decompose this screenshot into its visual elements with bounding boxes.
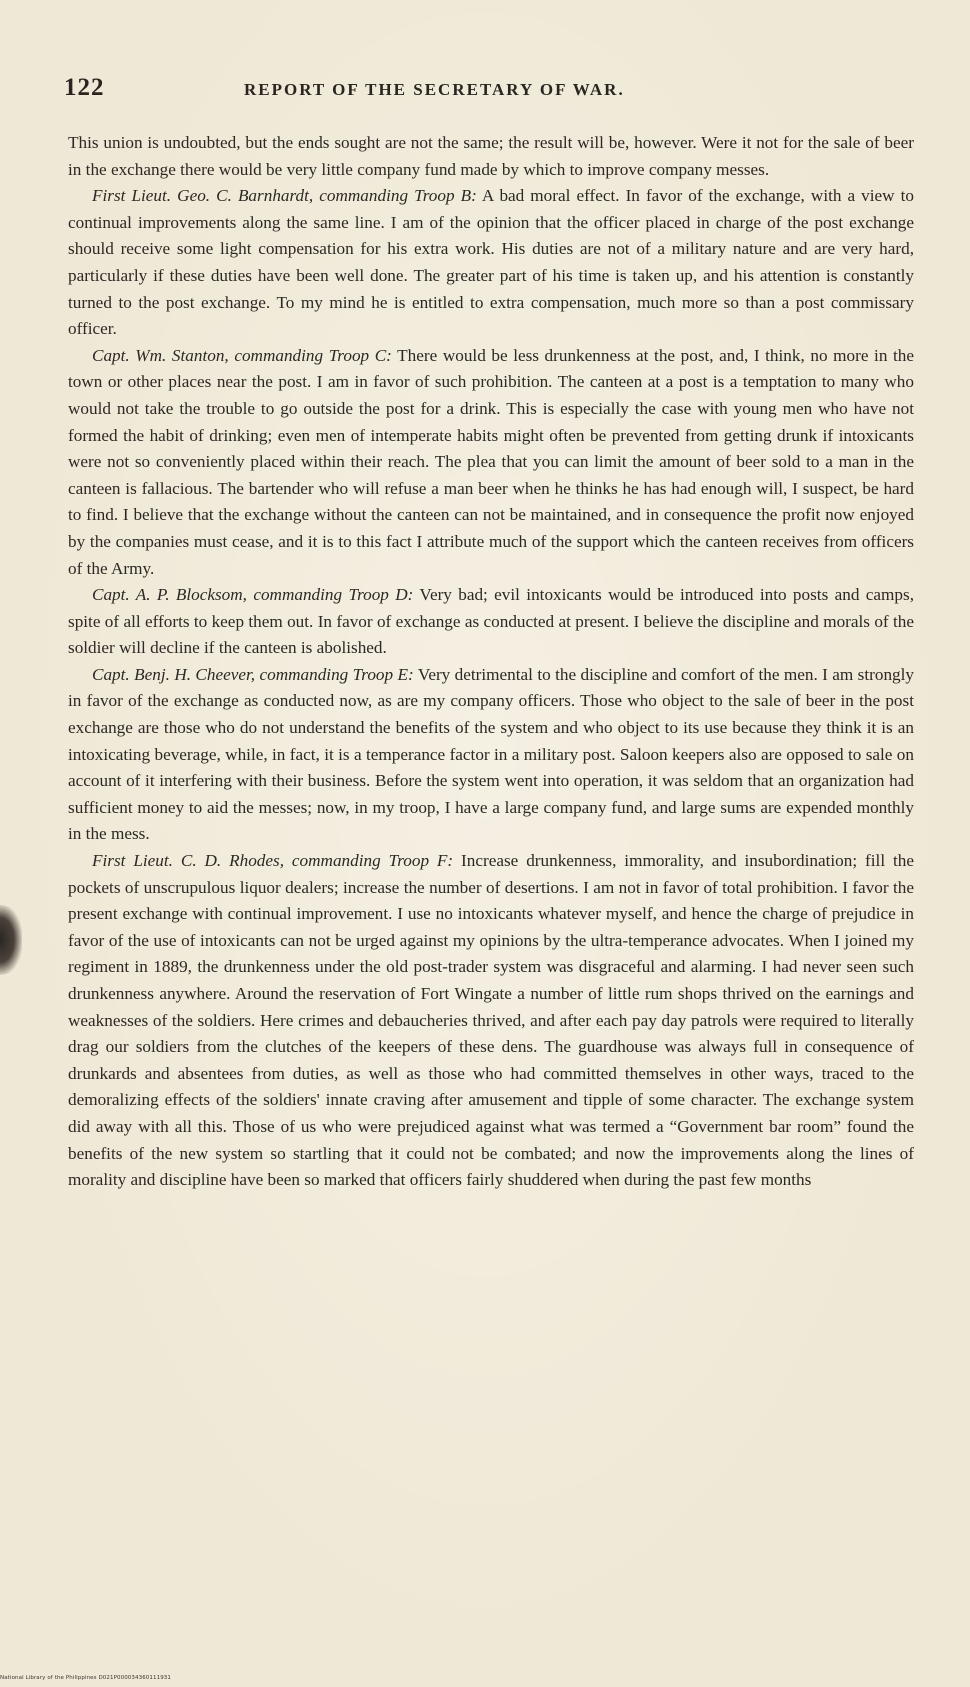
archive-stamp: National Library of the Philippines D021P000034360111931	[0, 1675, 171, 1681]
statement-troop-d	[68, 582, 914, 662]
opening-paragraph: This union is undoubted, but the ends sought are not the same; the result will be, however. Were it not for the sale of beer in the exchange there would be very little company fund made by which to improve company messes.	[68, 133, 914, 179]
speaker-label: Capt. Benj. H. Cheever, commanding Troop E:	[92, 664, 414, 684]
statement-text: Very detrimental to the discipline and comfort of the men. I am strongly in favor of the exchange as conducted now, as are my company officers. Those who object to the sale of beer in the post exchange are those who do not understand the benefits of the system and who object to its use because they think it is an intoxicating beverage, while, in fact, it is a temperance factor in a military post. Saloon keepers also are opposed to sale on account of it interfering with their business. Before the system went into operation, it was seldom that an organization had sufficient money to aid the messes; now, in my troop, I have a large company fund, and large sums are expended monthly in the mess.	[68, 664, 914, 844]
statement-troop-b	[68, 183, 914, 343]
speaker-label: First Lieut. Geo. C. Barnhardt, commanding Troop B:	[92, 186, 477, 206]
statement-troop-e	[68, 662, 914, 848]
statement-text: There would be less drunkenness at the post, and, I think, no more in the town or other places near the post. I am in favor of such prohibition. The canteen at a post is a temptation to many who would not take the trouble to go outside the post for a drink. This is especially the case with young men who have not formed the habit of drinking; even men of intemperate habits might often be prevented from getting drunk if intoxicants were not so conveniently placed within their reach. The plea that you can limit the amount of beer sold to a man in the canteen is fallacious. The bartender who will refuse a man beer when he thinks he has had enough will, I suspect, be hard to find. I believe that the exchange without the canteen can not be maintained, and in consequence the profit now enjoyed by the companies must cease, and it is to this fact I attribute much of the support which the canteen receives from officers of the Army.	[68, 345, 914, 578]
speaker-label: First Lieut. C. D. Rhodes, commanding Troop F:	[92, 851, 454, 871]
statement-troop-c	[68, 343, 914, 582]
running-head: REPORT OF THE SECRETARY OF WAR.	[244, 80, 625, 99]
page-number: 122	[64, 74, 105, 101]
speaker-label: Capt. A. P. Blocksom, commanding Troop D:	[92, 585, 414, 605]
binding-shadow	[0, 905, 22, 975]
statement-text: Increase drunkenness, immorality, and insubordination; fill the pockets of unscrupulous liquor dealers; increase the number of desertions. I am not in favor of total prohibition. I favor the present exchange with continual improvement. I use no intoxicants whatever myself, and hence the charge of prejudice in favor of the use of intoxicants can not be urged against my opinions by the ultra-temperance advocates. When I joined my regiment in 1889, the drunkenness under the old post-trader system was disgraceful and alarming. I had never seen such drunkenness anywhere. Around the reservation of Fort Wingate a number of little rum shops thrived on the earnings and weaknesses of the soldiers. Here crimes and debaucheries thrived, and after each pay day patrols were required to literally drag our soldiers from the clutches of the keepers of these dens. The guardhouse was always full in consequence of drunkards and absentees from duties, as well as those who had committed themselves in other ways, traced to the demoralizing effects of the soldiers' innate craving after amusement and tipple of some character. The exchange system did away with all this. Those of us who were prejudiced against what was termed a “Government bar room” found the benefits of the new system so startling that it could not be combated; and now the improvements along the lines of morality and discipline have been so marked that officers fairly shuddered when during the past few months	[68, 851, 914, 1190]
speaker-label: Capt. Wm. Stanton, commanding Troop C:	[92, 345, 392, 365]
body-text	[68, 130, 914, 1194]
statement-text: Very bad; evil intoxicants would be introduced into posts and camps, spite of all efforts to keep them out. In favor of exchange as conducted at present. I believe the discipline and morals of the soldier will decline if the canteen is abolished.	[68, 585, 914, 658]
page-header	[64, 74, 924, 114]
statement-text: A bad moral effect. In favor of the exchange, with a view to continual improvements along the same line. I am of the opinion that the officer placed in charge of the post exchange should receive some light compensation for his extra work. His duties are not of a military nature and are very hard, particularly if these duties have been well done. The greater part of his time is taken up, and his attention is constantly turned to the post exchange. To my mind he is entitled to extra compensation, much more so than a post commissary officer.	[68, 186, 915, 339]
statement-troop-f	[68, 848, 914, 1194]
